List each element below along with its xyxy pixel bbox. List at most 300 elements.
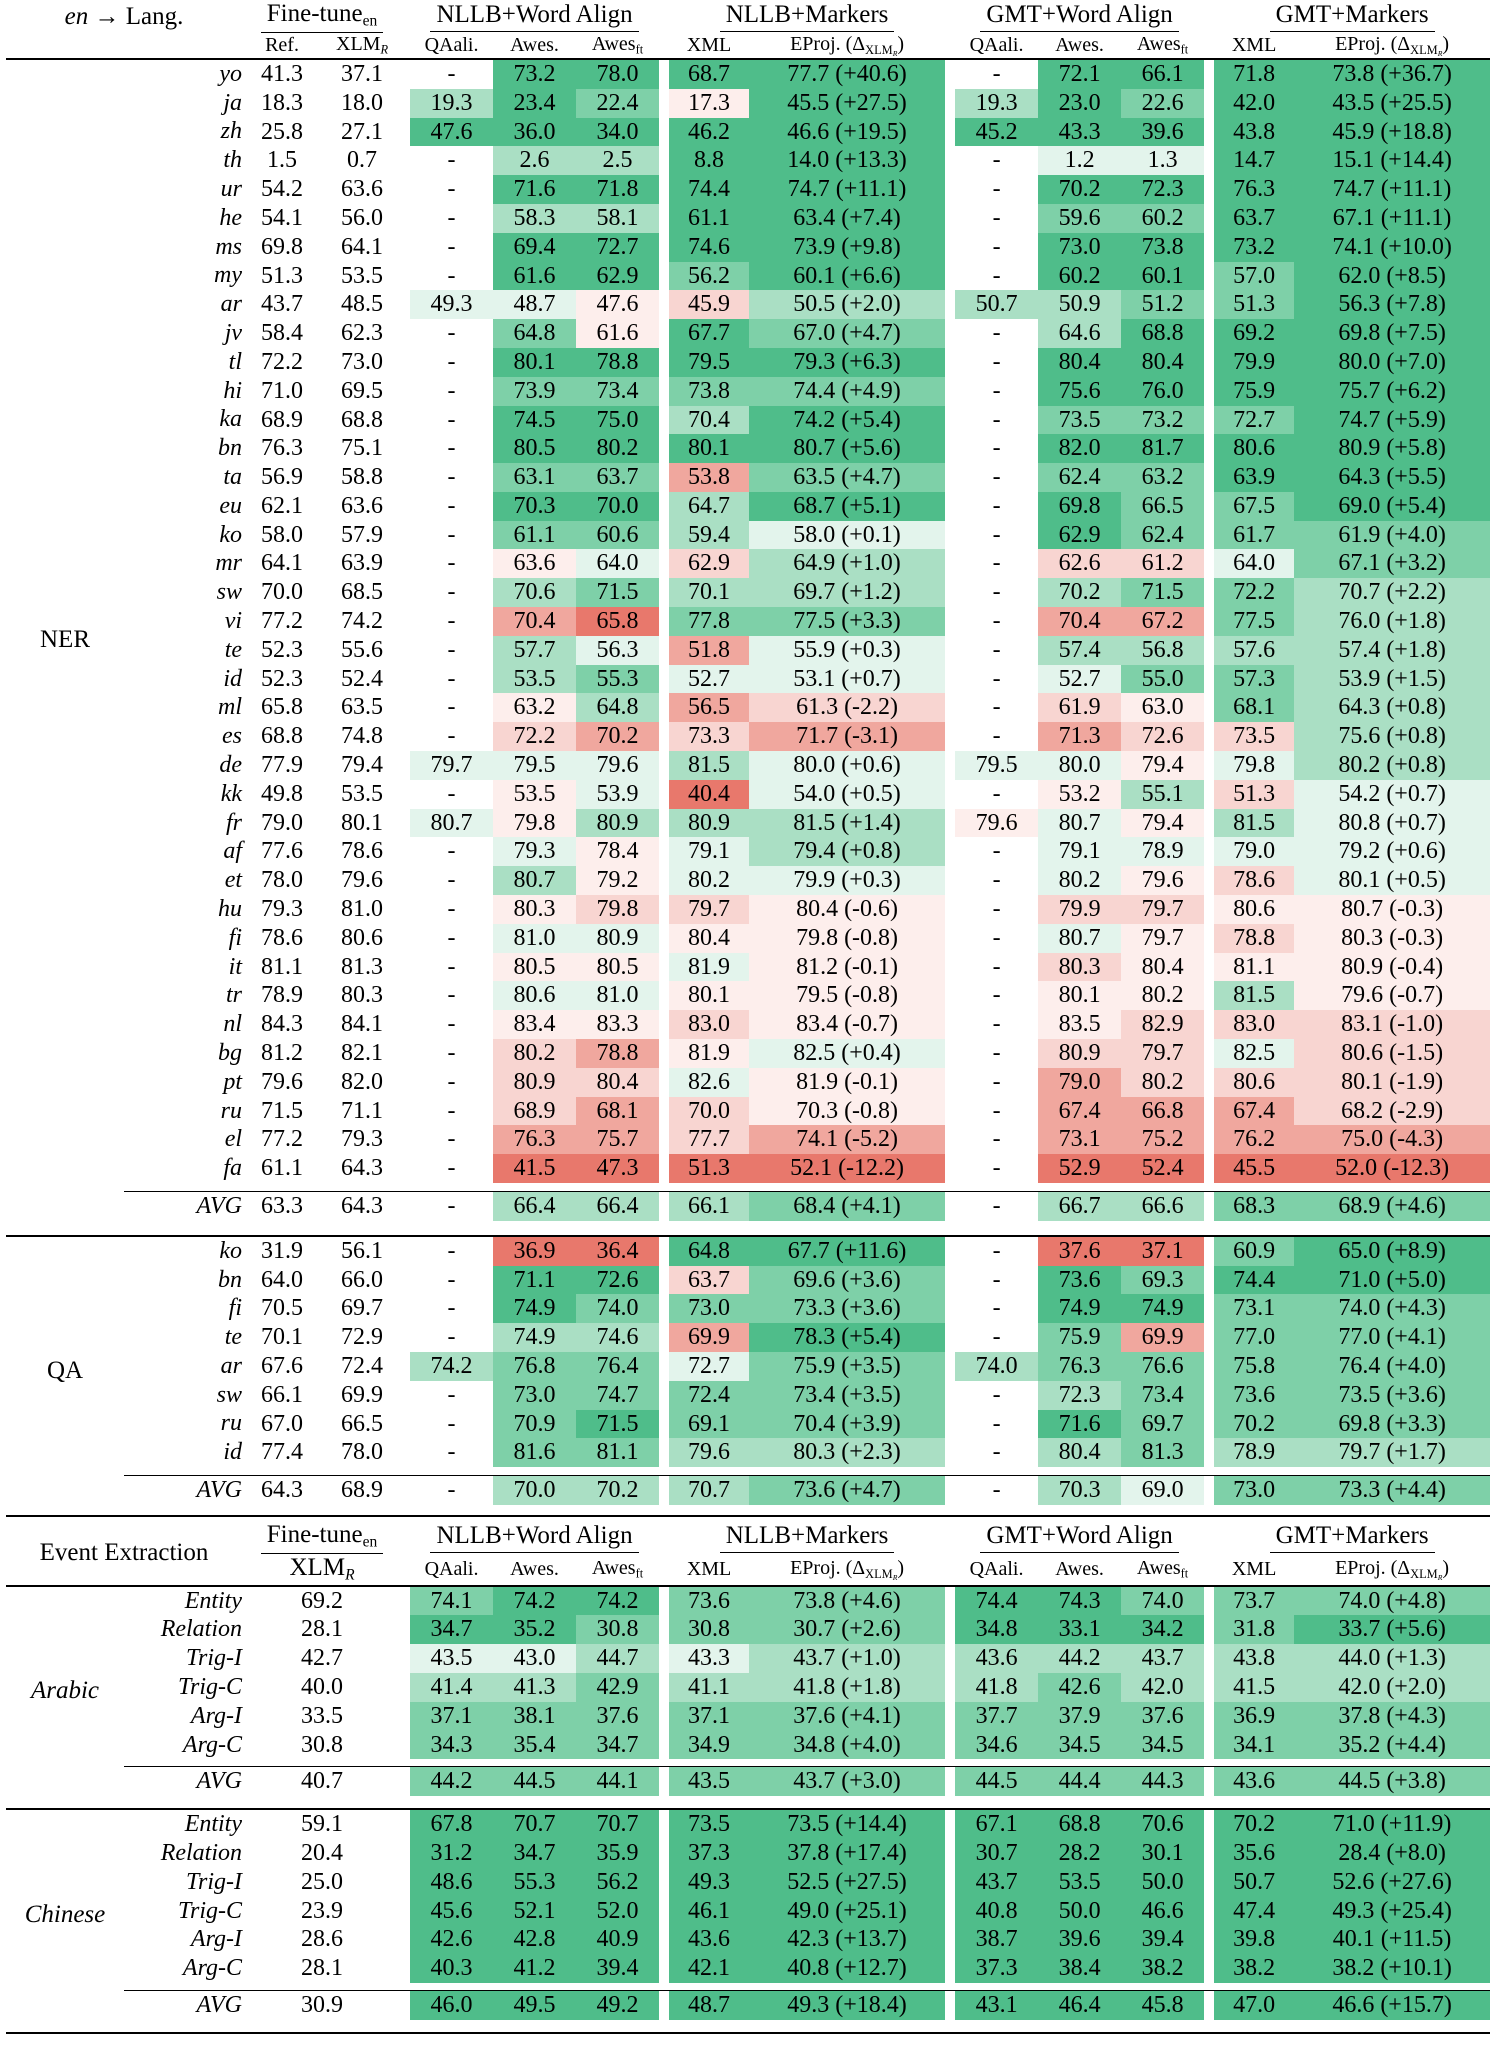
column-gap: [1204, 1897, 1214, 1926]
data-cell: 68.5: [322, 578, 402, 607]
column-gap: [945, 290, 955, 319]
data-cell: 52.7: [669, 665, 749, 694]
data-cell: 54.2: [242, 175, 322, 204]
data-cell: 41.4: [410, 1673, 493, 1702]
data-cell: 54.1: [242, 204, 322, 233]
data-cell: 80.4: [576, 1068, 659, 1097]
column-gap: [402, 1615, 410, 1644]
data-cell: 37.7: [955, 1702, 1038, 1731]
data-cell: 50.7: [1214, 1868, 1294, 1897]
table-row: [6, 1868, 1490, 1897]
data-cell: 73.2: [493, 59, 576, 89]
data-cell: 45.9 (+18.8): [1294, 118, 1490, 147]
column-gap: [945, 1673, 955, 1702]
ee-group-nllb-markers: [669, 1521, 945, 1554]
data-cell: 66.1: [242, 1381, 322, 1410]
data-cell: 79.8: [1214, 751, 1294, 780]
data-cell: 2.6: [493, 146, 576, 175]
data-cell: 66.8: [1121, 1097, 1204, 1126]
data-cell: 15.1 (+14.4): [1294, 146, 1490, 175]
data-cell: 79.9: [1038, 895, 1121, 924]
ner-qa-table: [6, 0, 1490, 1519]
data-cell: 78.0: [242, 866, 322, 895]
data-cell: 80.4: [1038, 348, 1121, 377]
data-cell: 66.4: [493, 1192, 576, 1221]
data-cell: 69.4: [493, 233, 576, 262]
column-gap: [1204, 1809, 1214, 1839]
data-cell: 78.9: [1214, 1438, 1294, 1467]
data-cell: 42.3 (+13.7): [749, 1925, 945, 1954]
column-gap: [659, 1673, 669, 1702]
data-cell: 34.5: [1038, 1731, 1121, 1760]
table-row: [6, 146, 1490, 175]
data-cell: 83.4 (-0.7): [749, 1010, 945, 1039]
data-cell: -: [955, 1039, 1038, 1068]
data-cell: -: [955, 204, 1038, 233]
row-label: Trig-I: [186, 1868, 243, 1895]
data-cell: 62.9: [669, 549, 749, 578]
col-gmt-qaali: QAali.: [969, 34, 1024, 57]
data-cell: 74.0 (+4.8): [1294, 1586, 1490, 1616]
data-cell: 74.9: [493, 1323, 576, 1352]
data-cell: 73.8 (+36.7): [1294, 59, 1490, 89]
table-row: [6, 89, 1490, 118]
table-row: [6, 722, 1490, 751]
column-gap: [945, 1266, 955, 1295]
data-cell: 79.3: [242, 895, 322, 924]
data-cell: 70.1: [669, 578, 749, 607]
data-cell: -: [955, 1323, 1038, 1352]
data-cell: 62.6: [1038, 549, 1121, 578]
data-cell: 53.2: [1038, 780, 1121, 809]
row-label: Arg-C: [182, 1731, 243, 1758]
column-gap: [1204, 953, 1214, 982]
column-gap: [659, 1809, 669, 1839]
data-cell: 74.3: [1038, 1586, 1121, 1616]
data-cell: 73.0: [1038, 233, 1121, 262]
data-cell: 70.4: [493, 607, 576, 636]
data-cell: 18.0: [322, 89, 402, 118]
data-cell: 45.8: [1121, 1991, 1204, 2020]
data-cell: 44.3: [1121, 1767, 1204, 1796]
data-cell: 68.7 (+5.1): [749, 492, 945, 521]
table-row: [6, 1839, 1490, 1868]
data-cell: 72.3: [1038, 1381, 1121, 1410]
column-gap: [659, 953, 669, 982]
data-cell: 77.8: [669, 607, 749, 636]
col-xlmr: $XLM_R$: [336, 33, 389, 57]
spacer-cell: [124, 1183, 1490, 1192]
column-gap: [1204, 1767, 1214, 1796]
data-cell: 81.5 (+1.4): [749, 809, 945, 838]
data-cell: 48.6: [410, 1868, 493, 1897]
column-gap: [659, 118, 669, 147]
data-cell: 84.1: [322, 1010, 402, 1039]
data-cell: 46.1: [669, 1897, 749, 1926]
data-cell: 80.6: [1214, 895, 1294, 924]
column-gap: [945, 1954, 955, 1983]
data-cell: 74.0: [576, 1294, 659, 1323]
column-gap: [945, 233, 955, 262]
ee-col-gmt-xml: XML: [1231, 1557, 1277, 1580]
data-cell: -: [410, 1010, 493, 1039]
row-label: pt: [223, 1068, 243, 1095]
data-cell: 80.5: [493, 434, 576, 463]
data-cell: 42.1: [669, 1954, 749, 1983]
data-cell: 51.3: [1214, 780, 1294, 809]
table-row: [6, 1068, 1490, 1097]
data-cell: 74.1 (+10.0): [1294, 233, 1490, 262]
data-cell: 79.8 (-0.8): [749, 924, 945, 953]
column-gap: [402, 59, 410, 89]
data-cell: 74.7 (+5.9): [1294, 406, 1490, 435]
column-gap: [945, 751, 955, 780]
data-cell: 77.0 (+4.1): [1294, 1323, 1490, 1352]
column-gap: [402, 1809, 410, 1839]
column-gap: [659, 1236, 669, 1266]
data-cell: 69.9: [322, 1381, 402, 1410]
table-row: [6, 1236, 1490, 1266]
data-cell: 40.0: [242, 1673, 402, 1702]
data-cell: 59.6: [1038, 204, 1121, 233]
data-cell: 79.4: [1121, 751, 1204, 780]
column-gap: [945, 578, 955, 607]
table-row: [6, 175, 1490, 204]
column-gap: [945, 1323, 955, 1352]
data-cell: 79.3: [322, 1125, 402, 1154]
column-gap: [1204, 463, 1214, 492]
column-gap: [945, 1586, 955, 1616]
data-cell: 37.1: [669, 1702, 749, 1731]
row-label: ta: [223, 463, 243, 490]
data-cell: 74.1: [410, 1586, 493, 1616]
column-gap: [659, 463, 669, 492]
column-gap: [659, 1266, 669, 1295]
data-cell: 80.0: [1038, 751, 1121, 780]
data-cell: 72.2: [1214, 578, 1294, 607]
data-cell: 82.5: [1214, 1039, 1294, 1068]
data-cell: 77.7 (+40.6): [749, 59, 945, 89]
data-cell: 78.8: [1214, 924, 1294, 953]
data-cell: -: [410, 1323, 493, 1352]
column-gap: [402, 204, 410, 233]
data-cell: 63.9: [1214, 463, 1294, 492]
data-cell: 74.2: [576, 1586, 659, 1616]
data-cell: -: [410, 1476, 493, 1505]
data-cell: 69.7: [322, 1294, 402, 1323]
data-cell: 74.8: [322, 722, 402, 751]
data-cell: 66.4: [576, 1192, 659, 1221]
data-cell: 35.2 (+4.4): [1294, 1731, 1490, 1760]
column-gap: [1204, 837, 1214, 866]
column-gap: [945, 636, 955, 665]
data-cell: 67.1 (+11.1): [1294, 204, 1490, 233]
column-gap: [945, 607, 955, 636]
data-cell: 70.9: [493, 1410, 576, 1439]
column-gap: [1204, 866, 1214, 895]
data-cell: 51.3: [242, 262, 322, 291]
column-gap: [402, 492, 410, 521]
data-cell: 44.5 (+3.8): [1294, 1767, 1490, 1796]
data-cell: 69.5: [322, 377, 402, 406]
column-gap: [659, 636, 669, 665]
data-cell: -: [955, 434, 1038, 463]
data-cell: 68.8: [1121, 319, 1204, 348]
column-gap: [1204, 1266, 1214, 1295]
data-cell: 69.2: [1214, 319, 1294, 348]
column-gap: [945, 1897, 955, 1926]
data-cell: 57.4 (+1.8): [1294, 636, 1490, 665]
data-cell: 58.3: [493, 204, 576, 233]
data-cell: -: [955, 521, 1038, 550]
row-label: bg: [218, 1039, 243, 1066]
data-cell: 43.5: [669, 1767, 749, 1796]
data-cell: 73.6: [669, 1586, 749, 1616]
column-gap: [1204, 1586, 1214, 1616]
data-cell: 74.7: [576, 1381, 659, 1410]
data-cell: 34.7: [493, 1839, 576, 1868]
column-gap: [402, 1068, 410, 1097]
data-cell: 71.8: [1214, 59, 1294, 89]
data-cell: 81.1: [576, 1438, 659, 1467]
column-gap: [945, 1925, 955, 1954]
data-cell: 67.2: [1121, 607, 1204, 636]
group-gmt-word-align: [955, 0, 1204, 33]
data-cell: 74.6: [669, 233, 749, 262]
data-cell: 35.6: [1214, 1839, 1294, 1868]
column-gap: [659, 1767, 669, 1796]
data-cell: 79.6: [322, 866, 402, 895]
row-label: es: [222, 723, 243, 750]
data-cell: 61.3 (-2.2): [749, 693, 945, 722]
column-gap: [945, 1068, 955, 1097]
data-cell: 41.3: [493, 1673, 576, 1702]
column-gap: [1204, 521, 1214, 550]
data-cell: 53.1 (+0.7): [749, 665, 945, 694]
data-cell: 40.3: [410, 1954, 493, 1983]
column-gap: [402, 1438, 410, 1467]
data-cell: 60.1 (+6.6): [749, 262, 945, 291]
data-cell: 76.4: [576, 1352, 659, 1381]
data-cell: 59.1: [242, 1809, 402, 1839]
data-cell: 70.6: [493, 578, 576, 607]
data-cell: 79.6: [1121, 866, 1204, 895]
column-gap: [402, 348, 410, 377]
ee-col-gmt-eproj: EProj. $(\Delta_{XLM_R})$: [1335, 1557, 1450, 1582]
column-gap: [659, 1476, 669, 1505]
table-row: [6, 233, 1490, 262]
data-cell: 43.7: [242, 290, 322, 319]
data-cell: 79.2 (+0.6): [1294, 837, 1490, 866]
row-label: hi: [223, 377, 243, 404]
data-cell: 28.1: [242, 1615, 402, 1644]
data-cell: 80.9: [576, 809, 659, 838]
data-cell: 71.0 (+5.0): [1294, 1266, 1490, 1295]
row-label: Arg-C: [182, 1955, 243, 1982]
data-cell: 63.5: [322, 693, 402, 722]
data-cell: 80.9: [493, 1068, 576, 1097]
data-cell: 70.6: [1121, 1809, 1204, 1839]
data-cell: -: [955, 722, 1038, 751]
data-cell: 43.8: [1214, 1644, 1294, 1673]
table-row: [6, 492, 1490, 521]
avg-row: [6, 1476, 1490, 1505]
data-cell: 27.1: [322, 118, 402, 147]
column-gap: [945, 59, 955, 89]
column-gap: [402, 1673, 410, 1702]
data-cell: 49.3: [410, 290, 493, 319]
column-gap: [402, 722, 410, 751]
data-cell: 47.3: [576, 1154, 659, 1183]
table-row: [6, 1731, 1490, 1760]
table-row: [6, 780, 1490, 809]
data-cell: 73.2: [1214, 233, 1294, 262]
table-row: [6, 693, 1490, 722]
data-cell: 66.1: [669, 1192, 749, 1221]
data-cell: 71.8: [576, 175, 659, 204]
data-cell: 46.6 (+19.5): [749, 118, 945, 147]
data-cell: 71.1: [322, 1097, 402, 1126]
data-cell: 2.5: [576, 146, 659, 175]
data-cell: 34.1: [1214, 1731, 1294, 1760]
column-gap: [945, 981, 955, 1010]
data-cell: 34.0: [576, 118, 659, 147]
data-cell: 81.3: [1121, 1438, 1204, 1467]
data-cell: 81.0: [322, 895, 402, 924]
data-cell: -: [410, 319, 493, 348]
data-cell: 82.0: [322, 1068, 402, 1097]
data-cell: -: [955, 924, 1038, 953]
column-gap: [1204, 233, 1214, 262]
data-cell: -: [955, 665, 1038, 694]
data-cell: 79.7: [410, 751, 493, 780]
ee-group-gmt-mk-label: GMT+Markers: [1270, 1522, 1435, 1553]
column-gap: [402, 1192, 410, 1221]
data-cell: 49.3 (+25.4): [1294, 1897, 1490, 1926]
column-gap: [945, 1438, 955, 1467]
column-gap: [402, 233, 410, 262]
table-row: [6, 1352, 1490, 1381]
data-cell: 67.1 (+3.2): [1294, 549, 1490, 578]
data-cell: 46.6: [1121, 1897, 1204, 1926]
data-cell: 47.4: [1214, 1897, 1294, 1926]
data-cell: 43.8: [1214, 118, 1294, 147]
row-label: fr: [226, 809, 243, 836]
data-cell: 72.4: [669, 1381, 749, 1410]
data-cell: -: [955, 981, 1038, 1010]
data-cell: 56.0: [322, 204, 402, 233]
data-cell: -: [410, 607, 493, 636]
column-gap: [1204, 1868, 1214, 1897]
column-gap: [945, 1991, 955, 2020]
data-cell: 67.0: [242, 1410, 322, 1439]
data-cell: 69.8 (+3.3): [1294, 1410, 1490, 1439]
table-row: [6, 1323, 1490, 1352]
data-cell: 43.7: [1121, 1644, 1204, 1673]
data-cell: -: [955, 146, 1038, 175]
data-cell: 73.5: [1038, 406, 1121, 435]
data-cell: 77.9: [242, 751, 322, 780]
data-cell: 80.3 (-0.3): [1294, 924, 1490, 953]
data-cell: 64.9 (+1.0): [749, 549, 945, 578]
column-gap: [1204, 89, 1214, 118]
data-cell: 37.1: [1121, 1236, 1204, 1266]
data-cell: 34.2: [1121, 1615, 1204, 1644]
column-gap: [659, 866, 669, 895]
table-row: [6, 953, 1490, 982]
col-gmt-awesft: Awes$_{ft}$: [1136, 33, 1189, 57]
data-cell: 75.8: [1214, 1352, 1294, 1381]
ee-col-nllb-awesft: Awes$_{ft}$: [591, 1557, 644, 1581]
column-gap: [945, 1294, 955, 1323]
column-gap: [1204, 319, 1214, 348]
data-cell: 79.8: [576, 895, 659, 924]
data-cell: 38.2: [1121, 1954, 1204, 1983]
bottom-rule-cell: [6, 2033, 1490, 2036]
data-cell: 69.2: [242, 1586, 402, 1616]
data-cell: 39.6: [1038, 1925, 1121, 1954]
column-gap: [402, 377, 410, 406]
data-cell: 42.0: [1121, 1673, 1204, 1702]
data-cell: 70.0: [242, 578, 322, 607]
table-row: [6, 981, 1490, 1010]
data-cell: 19.3: [955, 89, 1038, 118]
data-cell: -: [410, 578, 493, 607]
table-row: [6, 751, 1490, 780]
table-row: [6, 406, 1490, 435]
data-cell: -: [410, 1097, 493, 1126]
column-gap: [402, 837, 410, 866]
data-cell: 75.6 (+0.8): [1294, 722, 1490, 751]
data-cell: 80.9 (-0.4): [1294, 953, 1490, 982]
data-cell: 40.1 (+11.5): [1294, 1925, 1490, 1954]
column-gap: [1204, 1039, 1214, 1068]
col-gmt-awes: Awes.: [1055, 34, 1104, 57]
data-cell: 75.6: [1038, 377, 1121, 406]
data-cell: 20.4: [242, 1839, 402, 1868]
data-cell: -: [410, 1381, 493, 1410]
bottom-rule-cell: [6, 1516, 1490, 1519]
column-gap: [1204, 1731, 1214, 1760]
data-cell: 80.6: [1214, 1068, 1294, 1097]
column-gap: [945, 521, 955, 550]
column-gap: [1204, 1673, 1214, 1702]
table-row: [6, 895, 1490, 924]
column-gap: [945, 1476, 955, 1505]
table-row: [6, 1673, 1490, 1702]
data-cell: 74.7 (+11.1): [1294, 175, 1490, 204]
data-cell: 80.0 (+0.6): [749, 751, 945, 780]
data-cell: 70.3 (-0.8): [749, 1097, 945, 1126]
data-cell: 77.0: [1214, 1323, 1294, 1352]
data-cell: 73.1: [1214, 1294, 1294, 1323]
data-cell: 70.2: [1214, 1809, 1294, 1839]
column-gap: [1204, 1010, 1214, 1039]
data-cell: 64.1: [242, 549, 322, 578]
data-cell: 25.0: [242, 1868, 402, 1897]
ee-group-nllb-word-align: [410, 1521, 659, 1554]
column-gap: [402, 1767, 410, 1796]
data-cell: 70.7: [493, 1809, 576, 1839]
column-gap: [659, 1352, 669, 1381]
data-cell: 64.6: [1038, 319, 1121, 348]
data-cell: 56.2: [669, 262, 749, 291]
data-cell: -: [410, 549, 493, 578]
row-label: te: [224, 636, 243, 663]
data-cell: -: [410, 377, 493, 406]
column-gap: [402, 262, 410, 291]
data-cell: 45.5: [1214, 1154, 1294, 1183]
